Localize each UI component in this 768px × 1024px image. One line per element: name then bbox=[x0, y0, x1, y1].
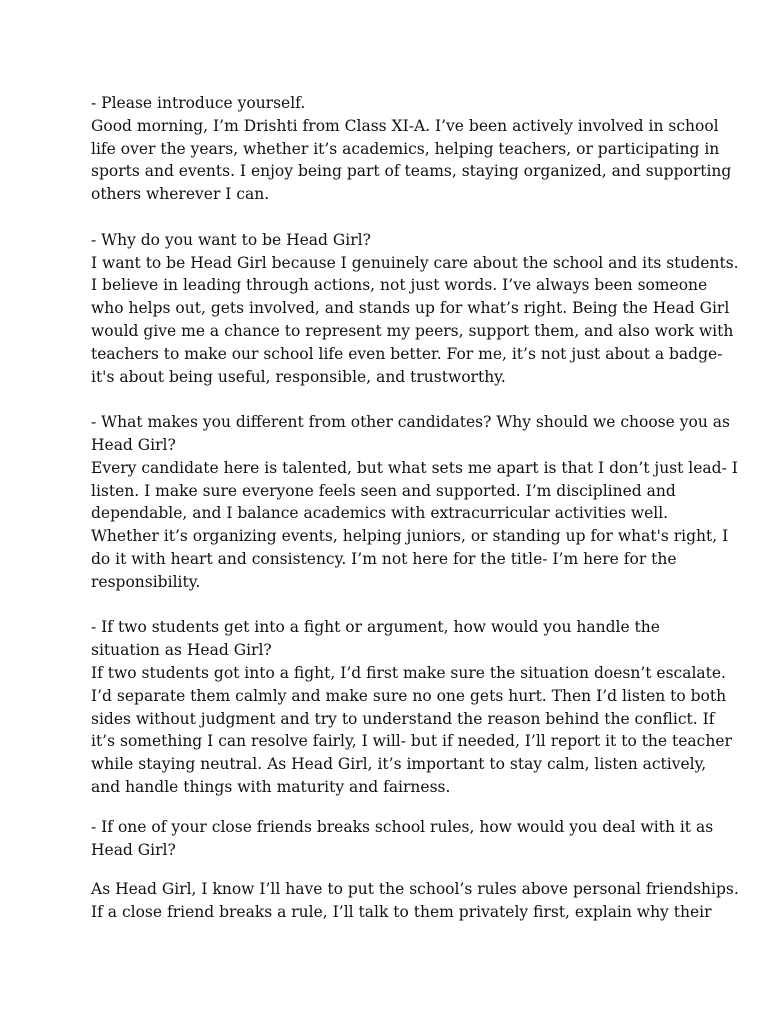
question-line: situation as Head Girl? bbox=[91, 641, 272, 660]
answer-line: sports and events. I enjoy being part of teams, staying organized, and supporting bbox=[91, 162, 732, 181]
answer-line: while staying neutral. As Head Girl, it’s important to stay calm, listen actively, bbox=[91, 755, 707, 774]
answer-line: life over the years, whether it’s academics, helping teachers, or participating in bbox=[91, 139, 720, 158]
qa-section-why-head-girl bbox=[91, 229, 739, 389]
answer-line: teachers to make our school life even better. For me, it’s not just about a badge- bbox=[91, 344, 723, 363]
answer-line: If two students got into a fight, I’d first make sure the situation doesn’t escalate. bbox=[91, 663, 726, 682]
answer-line: who helps out, gets involved, and stands up for what’s right. Being the Head Girl bbox=[91, 299, 730, 318]
answer-line: If a close friend breaks a rule, I’ll talk to them privately first, explain why their bbox=[91, 903, 712, 922]
answer-line: I believe in leading through actions, not just words. I’ve always been someone bbox=[91, 276, 708, 295]
answer-line: dependable, and I balance academics with extracurricular activities well. bbox=[91, 504, 669, 523]
answer-line: responsibility. bbox=[91, 572, 201, 591]
question-line: - Please introduce yourself. bbox=[91, 94, 306, 112]
answer-line: it's about being useful, responsible, and trustworthy. bbox=[91, 367, 506, 386]
question-line: - If one of your close friends breaks school rules, how would you deal with it as bbox=[91, 817, 714, 836]
answer-line: it’s something I can resolve fairly, I will- but if needed, I’ll report it to the teacher bbox=[91, 732, 732, 751]
answer-line: sides without judgment and try to understand the reason behind the conflict. If bbox=[91, 709, 715, 728]
question-line: Head Girl? bbox=[91, 840, 176, 859]
answer-line: I want to be Head Girl because I genuinely care about the school and its students. bbox=[91, 253, 739, 272]
answer-line: Every candidate here is talented, but what sets me apart is that I don’t just lead- I bbox=[91, 458, 738, 477]
qa-section-what-makes-you-different bbox=[91, 411, 738, 593]
answer-line: and handle things with maturity and fairness. bbox=[91, 777, 451, 796]
qa-section-introduction bbox=[91, 92, 732, 206]
question-line: Head Girl? bbox=[91, 435, 176, 454]
answer-line: Good morning, I’m Drishti from Class XI-A. I’ve been actively involved in school bbox=[91, 116, 719, 135]
answer-line: listen. I make sure everyone feels seen and supported. I’m disciplined and bbox=[91, 481, 676, 500]
question-line: - Why do you want to be Head Girl? bbox=[91, 230, 371, 249]
answer-line: Whether it’s organizing events, helping juniors, or standing up for what's right, I bbox=[91, 527, 729, 546]
qa-section-friend-breaks-rules bbox=[91, 816, 739, 924]
question-line: - What makes you different from other candidates? Why should we choose you as bbox=[91, 413, 730, 432]
answer-line: would give me a chance to represent my peers, support them, and also work with bbox=[91, 321, 734, 340]
answer-line: I’d separate them calmly and make sure no one gets hurt. Then I’d listen to both bbox=[91, 686, 727, 705]
answer-line: others wherever I can. bbox=[91, 185, 270, 204]
question-line: - If two students get into a fight or argument, how would you handle the bbox=[91, 618, 660, 637]
document-page bbox=[91, 92, 739, 924]
qa-section-handling-fights bbox=[91, 616, 732, 798]
answer-line: As Head Girl, I know I’ll have to put the school’s rules above personal friendships. bbox=[91, 880, 739, 899]
answer-line: do it with heart and consistency. I’m not here for the title- I’m here for the bbox=[91, 549, 677, 568]
